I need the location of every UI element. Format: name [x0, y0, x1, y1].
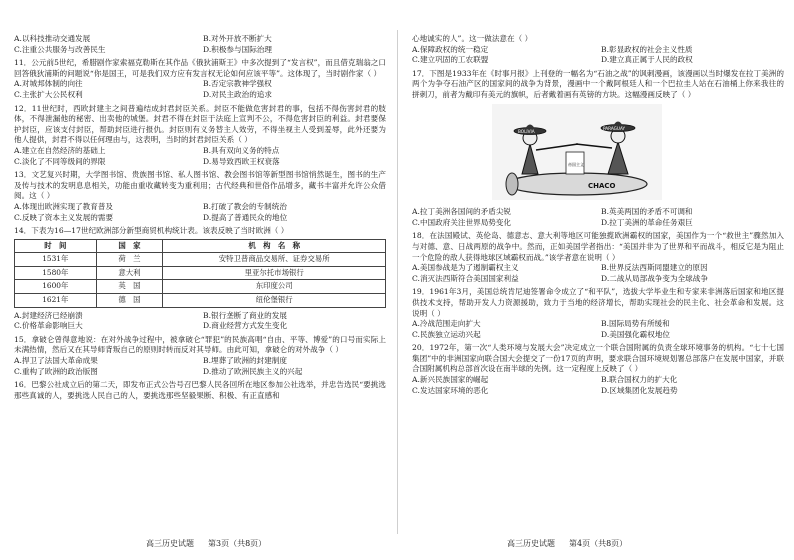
table-cell: 1621年 — [15, 294, 97, 308]
right-hat-label: PARAGUAY — [603, 125, 626, 131]
option-c: C.主张扩大公民权利 — [14, 89, 83, 99]
option-a: A.拉丁美洲各国间的矛盾尖锐 — [412, 207, 512, 217]
option-a: A.新兴民族国家的崛起 — [412, 375, 489, 385]
option-b: B.具有双向义务的特点 — [203, 145, 280, 155]
page-divider — [397, 30, 398, 534]
option-c: C.重构了欧洲的政治版图 — [14, 366, 98, 376]
table-cell: 纽伦堡银行 — [163, 294, 386, 308]
option-c: C.消灭法西斯符合美国国家利益 — [412, 273, 519, 283]
options — [412, 375, 784, 396]
option-c: C.建立巩固的工农联盟 — [412, 55, 489, 65]
option-d: D.建立真正属于人民的政权 — [601, 55, 693, 65]
option-c: C.价格革命影响巨大 — [14, 321, 83, 331]
question-13 — [14, 170, 386, 223]
question-stem: 12．11世纪时，西欧封建主之间普遍结成封君封臣关系。封臣不能做危害封君的事，包括不得伤害封君的肢体，不得泄漏他的秘密、出卖他的城堡。封君不得在封臣于法庭上宣判不公，不得危害封臣的利益。封君要保护封臣，应该支付封臣，帮助封臣进行报仇。封臣则有义务替主人效劳，不得坐视主人受到羞辱，此外还要为他人提供，封君不得以任何理由与，这表明，当时的封君封臣关系（ ） — [14, 103, 386, 145]
option-d: D.二战从局部战争变为全球战争 — [601, 273, 708, 283]
table-cell: 1531年 — [15, 253, 97, 267]
page-4-column — [412, 34, 784, 399]
option-b: B.联合国权力的扩大化 — [601, 375, 678, 385]
option-b: B.银行垄断了商业的发展 — [203, 310, 287, 320]
option-d: D.商业经营方式发生变化 — [203, 321, 288, 331]
footer-page-number: 第4页（共8页） — [569, 539, 628, 548]
table-row — [15, 280, 386, 294]
option-d: D.易导致西欧王权衰落 — [203, 156, 280, 166]
table-header: 国 家 — [96, 239, 163, 253]
options — [14, 356, 386, 377]
option-c: C.淡化了不同等级间的界限 — [14, 156, 106, 166]
table-row — [15, 253, 386, 267]
question-19 — [412, 287, 784, 340]
oil-barrel — [507, 173, 647, 195]
option-a: A.对城邦体制的向往 — [14, 79, 83, 89]
question-stem: 19．1961年3月，美国总统肯尼迪签署命令成立了“和平队”，选拔大学毕业生和专家来非洲落后国家和地区提供技术支持，帮助开发人力资源援助，致力于当地的经济增长，帮助实现社会的民主化、社会革命和发展。这说明（ ） — [412, 287, 784, 318]
page-4-footer — [507, 538, 641, 549]
option-d: D.推动了欧洲民族主义的兴起 — [203, 366, 303, 376]
option-b: B.国际局势有所缓和 — [601, 319, 670, 329]
footer-page-number: 第3页（共8页） — [208, 539, 267, 548]
barrel-label: CHACO — [588, 181, 616, 190]
question-stem: 11．公元前5世纪，希腊剧作家索福克勒斯在其作品《俄狄浦斯王》中多次提到了“发言权”，而且借克瑞翁之口回答俄狄浦斯的问题说“你是国王，可是我们双方应有发言权无论如何应该平等”。这体现了，当时剧作家（ ） — [14, 58, 386, 78]
question-15 — [14, 335, 386, 377]
question-stem: 16．巴黎公社成立后的第二天，即发布正式公告号召巴黎人民各回所在地区参加公社选举，并忠告选民“要挑选那些真诚的人，要挑选人民自己的人，要挑选那些坚毅果断、积极、有正直感和 — [14, 380, 386, 400]
left-hat-label: BOLIVIA — [518, 128, 535, 134]
question-20 — [412, 343, 784, 396]
option-b: B.埋葬了欧洲的封建制度 — [203, 356, 287, 366]
option-c: C.民族独立运动兴起 — [412, 329, 481, 339]
option-c: C.反映了资本主义发展的需要 — [14, 212, 114, 222]
option-b: B.世界反法西斯同盟建立的原因 — [601, 263, 708, 273]
oil-war-cartoon — [492, 104, 662, 200]
option-c: C.中国政府关注世界局势变化 — [412, 217, 512, 227]
question-11 — [14, 58, 386, 100]
table-cell: 东印度公司 — [163, 280, 386, 294]
table-cell: 1580年 — [15, 266, 97, 280]
question-16-tail — [412, 34, 784, 66]
table-cell: 意大利 — [96, 266, 163, 280]
option-a: A.建立在自然经济的基础上 — [14, 145, 106, 155]
option-a: A.美国参战是为了遏制霸权主义 — [412, 263, 519, 273]
option-b: B.对外开放不断扩大 — [203, 34, 272, 43]
option-a: A.封建经济已经崩溃 — [14, 310, 83, 320]
question-stem: 14．下表为16—17世纪欧洲部分新型商贸机构统计表。该表反映了当时欧洲（ ） — [14, 226, 289, 236]
footer-subject: 高三历史试题 — [146, 539, 194, 548]
option-d: D.积极参与国际治理 — [203, 44, 272, 54]
table-header-row — [15, 239, 386, 253]
options — [14, 146, 386, 167]
table-cell: 1600年 — [15, 280, 97, 294]
option-d: D.区域集团化发展趋势 — [601, 385, 678, 395]
barrel-end — [506, 173, 518, 195]
table-cell: 里亚尔托市场银行 — [163, 266, 386, 280]
option-c: C.发达国家环境的恶化 — [412, 385, 489, 395]
table-cell: 荷 兰 — [96, 253, 163, 267]
option-d: D.拉丁美洲的革命任务艰巨 — [601, 217, 693, 227]
institution-table — [14, 239, 386, 308]
options — [412, 45, 784, 66]
center-sign-label: 帝国主义 — [568, 161, 584, 167]
question-stem: 18．在法国殿试、英伦岛、德意志、意大利等地区可能独揽欧洲霸权的国家，美国作为一个“救世主”骤然加入与对德、意、日战两原的战争中。然而，正如美国学者指出：“美国并非为了世界和平而战斗，相反它是为阻止一个危险的敌人获得地球区域霸权而战。”该学者意在说明（ ） — [412, 231, 784, 262]
question-stem: 15．拿破仑曾得意地说：在对外战争过程中，被拿破仑“罪犯”的民族高唱“自由、平等、博爱”的口号而实际上未满热情，然后又在其导师背叛自己的原则时转而反对其导师。由此可知，拿破仑的对外战争（ ） — [14, 334, 386, 355]
options — [412, 319, 784, 340]
option-b: B.彰显政权的社会主义性质 — [601, 44, 693, 54]
question-stem: 17．下图是1933年在《时事月报》上刊登的一幅名为“石油之战”的讽刺漫画，该漫画以当时爆发在拉丁美洲的两个为争夺石油产区的国家间的战争为背景，漫画中一个戴阿根廷人和一个巴拉圭人站在石油桶上你来我往的拼刺刀，前者为戴印有美元的旗帜，后者戴着画有英镑的方块。这幅漫画反映了（ ） — [412, 68, 784, 99]
question-10-tail — [14, 34, 386, 55]
question-stem: 13．文艺复兴时期，大学图书馆、贵族图书馆、私人图书馆、教会图书馆等新型图书馆悄然诞生，图书的生产及传与技术的发明息息相关，功能由重收藏转变为重利用；古代经典和世俗作品增多，藏书丰富并允许公众借阅。这（ ） — [14, 170, 386, 201]
question-stem: 20．1972年，第一次“人类环境与发展大会”决定成立一个联合国附属的负责全球环境事务的机构。“七十七国集团”中的非洲国家向联合国大会提交了一份17页的声明，要求联合国环境规划署总部落户在发展中国家，并联合国附属机构总部首次设在南半球的先例。这一定程度上反映了（ ） — [412, 343, 784, 374]
options — [412, 263, 784, 284]
table-cell: 德 国 — [96, 294, 163, 308]
page-3-footer — [146, 538, 280, 549]
option-a: A.冷战范围走向扩大 — [412, 319, 481, 329]
option-b: B.否定宗教神学强权 — [203, 79, 272, 89]
table-row — [15, 294, 386, 308]
question-16 — [14, 380, 386, 401]
question-14 — [14, 226, 386, 332]
question-12 — [14, 104, 386, 168]
option-d: D.美国强化霸权地位 — [601, 329, 670, 339]
table-header: 机 构 名 称 — [163, 239, 386, 253]
option-c: C.注重公共服务与改善民生 — [14, 44, 106, 54]
page-3-column — [14, 34, 386, 404]
table-cell: 安特卫普商品交易所、证券交易所 — [163, 253, 386, 267]
option-a: A.体现出欧洲实现了教育普及 — [14, 201, 114, 211]
option-d: D.提高了普通民众的地位 — [203, 212, 288, 222]
question-17 — [412, 69, 784, 229]
options — [14, 79, 386, 100]
option-b: B.打破了教会的专制统治 — [203, 201, 287, 211]
option-a: A.以科技推动交通发展 — [14, 34, 91, 43]
table-row — [15, 266, 386, 280]
table-header: 时 间 — [15, 239, 97, 253]
question-18 — [412, 231, 784, 284]
options — [14, 202, 386, 223]
options — [14, 34, 386, 55]
option-a: A.保障政权的统一稳定 — [412, 44, 489, 54]
option-b: B.英美两国的矛盾不可调和 — [601, 207, 693, 217]
option-d: D.对民主政治的追求 — [203, 89, 272, 99]
table-cell: 英 国 — [96, 280, 163, 294]
options — [14, 311, 386, 332]
footer-subject: 高三历史试题 — [507, 539, 555, 548]
options — [412, 207, 784, 228]
option-a: A.捍卫了法国大革命成果 — [14, 356, 98, 366]
question-stem: 心地诚实的人”。这一做法意在（ ） — [412, 34, 533, 43]
